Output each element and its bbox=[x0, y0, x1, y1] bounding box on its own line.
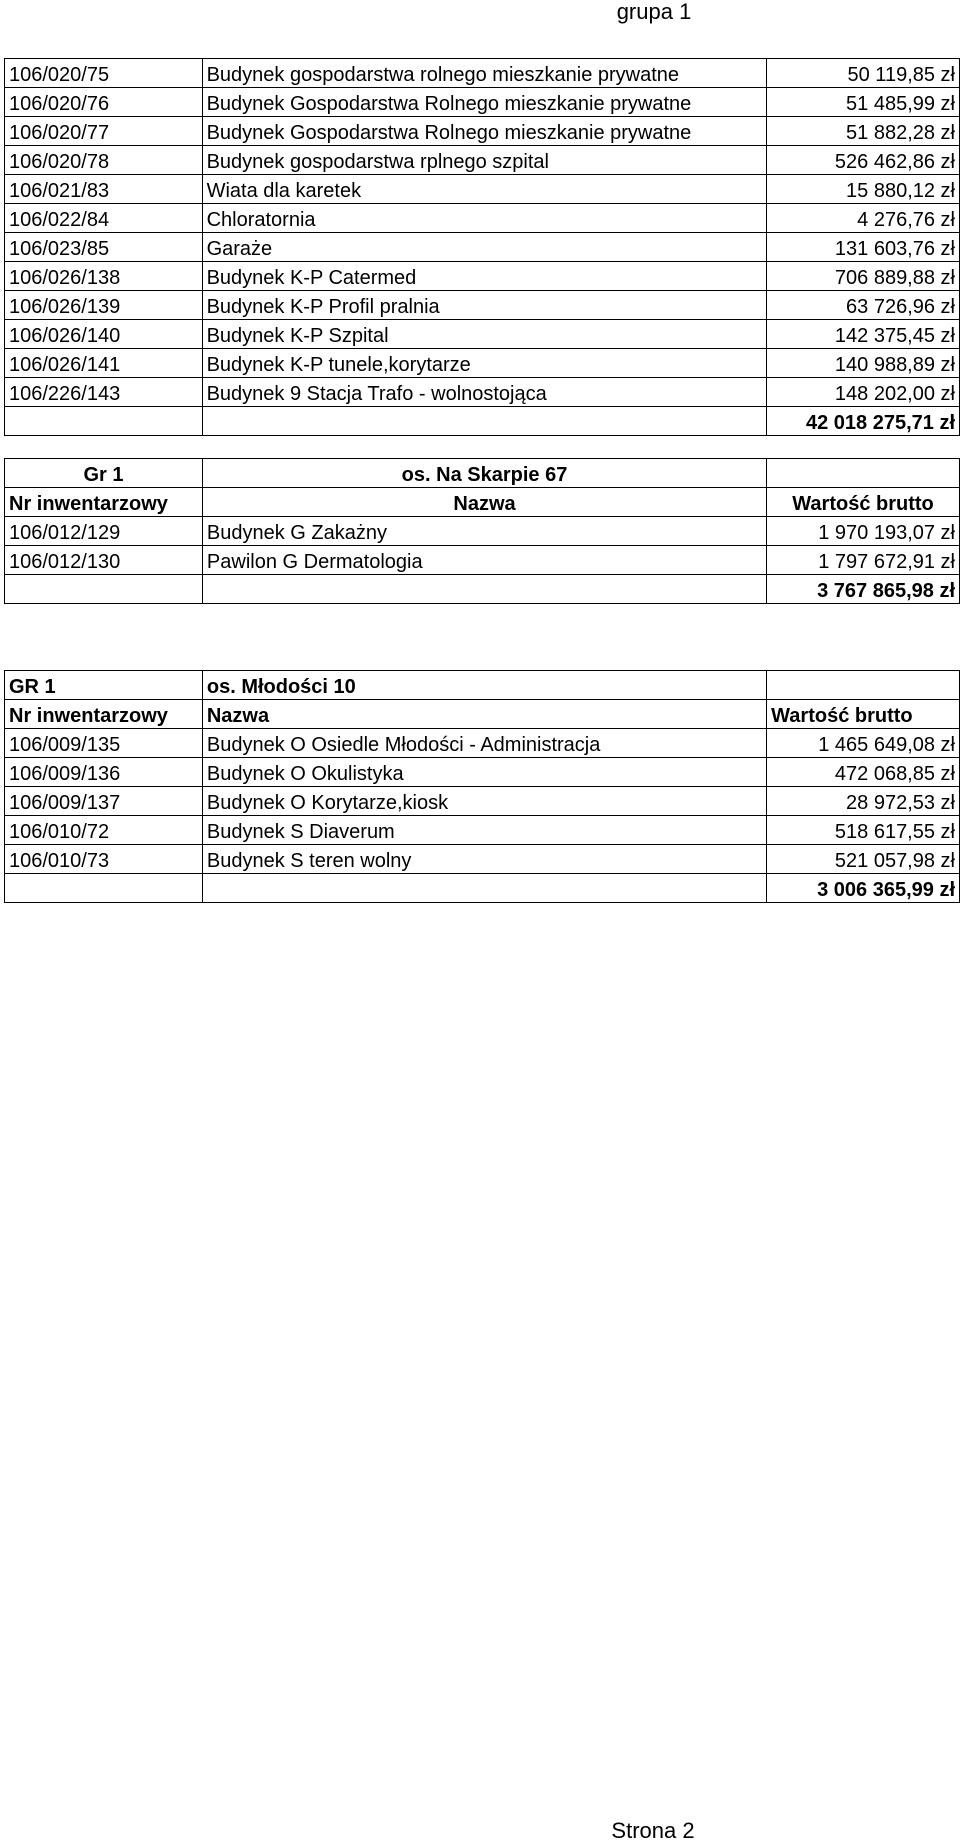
gross-value: 140 988,89 zł bbox=[767, 349, 960, 378]
inventory-number: 106/021/83 bbox=[5, 175, 203, 204]
gross-value: 28 972,53 zł bbox=[767, 787, 960, 816]
inventory-number: 106/010/72 bbox=[5, 816, 203, 845]
gross-value: 148 202,00 zł bbox=[767, 378, 960, 407]
group-address: os. Młodości 10 bbox=[202, 671, 766, 700]
group-header-row bbox=[5, 671, 960, 700]
gross-value: 15 880,12 zł bbox=[767, 175, 960, 204]
page-footer: Strona 2 bbox=[611, 1818, 695, 1843]
column-header-nr: Nr inwentarzowy bbox=[5, 488, 203, 517]
inventory-number: 106/026/138 bbox=[5, 262, 203, 291]
group-label: GR 1 bbox=[5, 671, 203, 700]
gross-value: 1 465 649,08 zł bbox=[767, 729, 960, 758]
section-total: 42 018 275,71 zł bbox=[767, 407, 960, 436]
asset-name: Budynek O Okulistyka bbox=[202, 758, 766, 787]
asset-name: Budynek Gospodarstwa Rolnego mieszkanie prywatne bbox=[202, 117, 767, 146]
table-row bbox=[5, 349, 960, 378]
gross-value: 706 889,88 zł bbox=[767, 262, 960, 291]
inventory-number: 106/012/130 bbox=[5, 546, 203, 575]
group-label: Gr 1 bbox=[5, 459, 203, 488]
column-header-wartosc: Wartość brutto bbox=[767, 700, 960, 729]
inventory-number: 106/026/140 bbox=[5, 320, 203, 349]
empty-cell bbox=[202, 575, 766, 604]
asset-name: Budynek Gospodarstwa Rolnego mieszkanie prywatne bbox=[202, 88, 767, 117]
gross-value: 4 276,76 zł bbox=[767, 204, 960, 233]
asset-name: Wiata dla karetek bbox=[202, 175, 767, 204]
column-header-nazwa: Nazwa bbox=[202, 488, 766, 517]
asset-name: Pawilon G Dermatologia bbox=[202, 546, 766, 575]
page-header: grupa 1 bbox=[616, 0, 692, 24]
empty-cell bbox=[767, 459, 960, 488]
table-row bbox=[5, 88, 960, 117]
column-header-row bbox=[5, 700, 960, 729]
table-row bbox=[5, 378, 960, 407]
section-total: 3 767 865,98 zł bbox=[767, 575, 960, 604]
section-3-body bbox=[5, 671, 960, 903]
inventory-number: 106/020/76 bbox=[5, 88, 203, 117]
table-row bbox=[5, 117, 960, 146]
asset-name: Budynek K-P Szpital bbox=[202, 320, 767, 349]
gross-value: 1 797 672,91 zł bbox=[767, 546, 960, 575]
asset-name: Budynek S teren wolny bbox=[202, 845, 766, 874]
section-2-body bbox=[5, 459, 960, 604]
gross-value: 518 617,55 zł bbox=[767, 816, 960, 845]
asset-name: Budynek S Diaverum bbox=[202, 816, 766, 845]
table-row bbox=[5, 59, 960, 88]
assets-table-section-3 bbox=[4, 670, 960, 903]
inventory-number: 106/026/139 bbox=[5, 291, 203, 320]
gross-value: 142 375,45 zł bbox=[767, 320, 960, 349]
gross-value: 521 057,98 zł bbox=[767, 845, 960, 874]
inventory-number: 106/020/78 bbox=[5, 146, 203, 175]
table-row bbox=[5, 787, 960, 816]
table-row bbox=[5, 816, 960, 845]
asset-name: Budynek 9 Stacja Trafo - wolnostojąca bbox=[202, 378, 767, 407]
column-header-nazwa: Nazwa bbox=[202, 700, 766, 729]
gross-value: 131 603,76 zł bbox=[767, 233, 960, 262]
asset-name: Budynek K-P Catermed bbox=[202, 262, 767, 291]
table-row bbox=[5, 845, 960, 874]
empty-cell bbox=[767, 671, 960, 700]
inventory-number: 106/026/141 bbox=[5, 349, 203, 378]
gross-value: 472 068,85 zł bbox=[767, 758, 960, 787]
inventory-number: 106/009/137 bbox=[5, 787, 203, 816]
table-row bbox=[5, 146, 960, 175]
empty-cell bbox=[5, 407, 203, 436]
table-row bbox=[5, 262, 960, 291]
table-row bbox=[5, 291, 960, 320]
inventory-number: 106/009/136 bbox=[5, 758, 203, 787]
table-row bbox=[5, 233, 960, 262]
inventory-number: 106/023/85 bbox=[5, 233, 203, 262]
asset-name: Budynek gospodarstwa rplnego szpital bbox=[202, 146, 767, 175]
table-row bbox=[5, 175, 960, 204]
asset-name: Budynek gospodarstwa rolnego mieszkanie prywatne bbox=[202, 59, 767, 88]
table-row bbox=[5, 517, 960, 546]
gross-value: 50 119,85 zł bbox=[767, 59, 960, 88]
asset-name: Budynek K-P Profil pralnia bbox=[202, 291, 767, 320]
total-row bbox=[5, 407, 960, 436]
table-row bbox=[5, 320, 960, 349]
asset-name: Budynek O Osiedle Młodości - Administracja bbox=[202, 729, 766, 758]
table-row bbox=[5, 729, 960, 758]
section-1-body bbox=[5, 59, 960, 436]
gross-value: 51 485,99 zł bbox=[767, 88, 960, 117]
asset-name: Garaże bbox=[202, 233, 767, 262]
assets-table-section-1 bbox=[4, 58, 960, 436]
table-row bbox=[5, 546, 960, 575]
inventory-number: 106/009/135 bbox=[5, 729, 203, 758]
inventory-number: 106/020/77 bbox=[5, 117, 203, 146]
gross-value: 1 970 193,07 zł bbox=[767, 517, 960, 546]
gross-value: 51 882,28 zł bbox=[767, 117, 960, 146]
empty-cell bbox=[202, 874, 766, 903]
asset-name: Chloratornia bbox=[202, 204, 767, 233]
empty-cell bbox=[5, 874, 203, 903]
inventory-number: 106/226/143 bbox=[5, 378, 203, 407]
total-row bbox=[5, 575, 960, 604]
inventory-number: 106/010/73 bbox=[5, 845, 203, 874]
column-header-row bbox=[5, 488, 960, 517]
asset-name: Budynek K-P tunele,korytarze bbox=[202, 349, 767, 378]
inventory-number: 106/020/75 bbox=[5, 59, 203, 88]
table-row bbox=[5, 204, 960, 233]
inventory-number: 106/022/84 bbox=[5, 204, 203, 233]
asset-name: Budynek G Zakażny bbox=[202, 517, 766, 546]
column-header-nr: Nr inwentarzowy bbox=[5, 700, 203, 729]
column-header-wartosc: Wartość brutto bbox=[767, 488, 960, 517]
group-header-row bbox=[5, 459, 960, 488]
gross-value: 526 462,86 zł bbox=[767, 146, 960, 175]
group-address: os. Na Skarpie 67 bbox=[202, 459, 766, 488]
asset-name: Budynek O Korytarze,kiosk bbox=[202, 787, 766, 816]
total-row bbox=[5, 874, 960, 903]
empty-cell bbox=[5, 575, 203, 604]
gross-value: 63 726,96 zł bbox=[767, 291, 960, 320]
empty-cell bbox=[202, 407, 767, 436]
table-row bbox=[5, 758, 960, 787]
section-total: 3 006 365,99 zł bbox=[767, 874, 960, 903]
assets-table-section-2 bbox=[4, 458, 960, 604]
inventory-number: 106/012/129 bbox=[5, 517, 203, 546]
